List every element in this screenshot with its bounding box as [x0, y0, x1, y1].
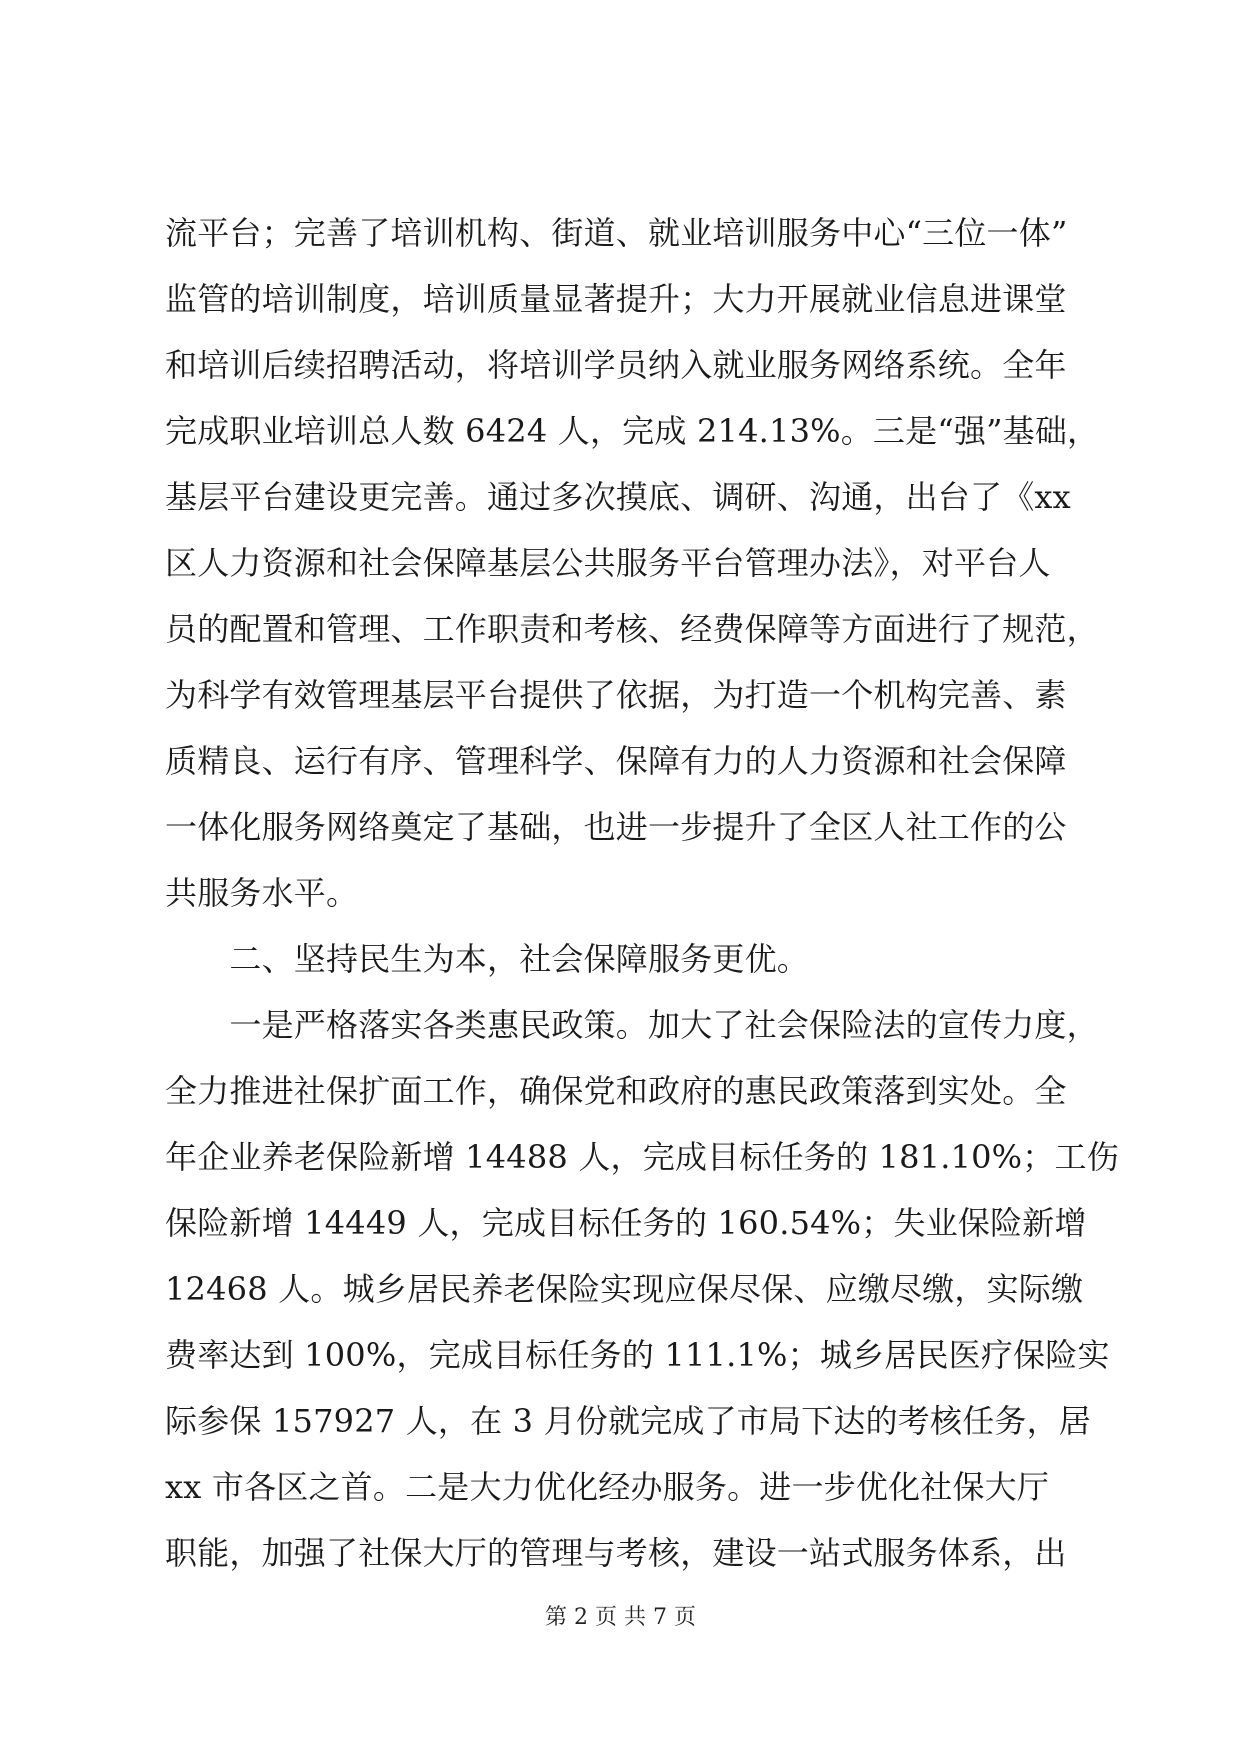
section-heading: 二、坚持民生为本，社会保障服务更优。 — [165, 940, 810, 978]
text-line: 费率达到 100%，完成目标任务的 111.1%；城乡居民医疗保险实 — [165, 1336, 1110, 1374]
text-line: 为科学有效管理基层平台提供了依据，为打造一个机构完善、素 — [165, 676, 1067, 714]
text-line: 全力推进社保扩面工作，确保党和政府的惠民政策落到实处。全 — [165, 1072, 1067, 1110]
text-line: 完成职业培训总人数 6424 人，完成 214.13%。三是“强”基础， — [165, 412, 1100, 450]
page-number-footer: 第 2 页 共 7 页 — [545, 1605, 696, 1630]
text-line: 区人力资源和社会保障基层公共服务平台管理办法》，对平台人 — [165, 544, 1051, 582]
text-line: 员的配置和管理、工作职责和考核、经费保障等方面进行了规范， — [165, 610, 1099, 648]
text-line: 年企业养老保险新增 14488 人，完成目标任务的 181.10%；工伤 — [165, 1138, 1119, 1176]
text-line: 和培训后续招聘活动，将培训学员纳入就业服务网络系统。全年 — [165, 346, 1067, 384]
text-line: 际参保 157927 人，在 3 月份就完成了市局下达的考核任务，居 — [165, 1402, 1092, 1440]
text-line: 共服务水平。 — [165, 874, 359, 912]
text-line: 一是严格落实各类惠民政策。加大了社会保险法的宣传力度， — [165, 1006, 1099, 1044]
text-line: 质精良、运行有序、管理科学、保障有力的人力资源和社会保障 — [165, 742, 1067, 780]
text-line: 基层平台建设更完善。通过多次摸底、调研、沟通，出台了《xx — [165, 478, 1071, 516]
text-line: 一体化服务网络奠定了基础，也进一步提升了全区人社工作的公 — [165, 808, 1067, 846]
text-line: 保险新增 14449 人，完成目标任务的 160.54%；失业保险新增 — [165, 1204, 1087, 1242]
document-body — [165, 200, 1119, 1586]
text-line: 流平台；完善了培训机构、街道、就业培训服务中心“三位一体” — [165, 214, 1068, 252]
text-line: 监管的培训制度，培训质量显著提升；大力开展就业信息进课堂 — [165, 280, 1067, 318]
text-line: 职能，加强了社保大厅的管理与考核，建设一站式服务体系，出 — [165, 1534, 1067, 1572]
text-line: 12468 人。城乡居民养老保险实现应保尽保、应缴尽缴，实际缴 — [165, 1270, 1084, 1308]
text-line: xx 市各区之首。二是大力优化经办服务。进一步优化社保大厅 — [165, 1468, 1050, 1506]
